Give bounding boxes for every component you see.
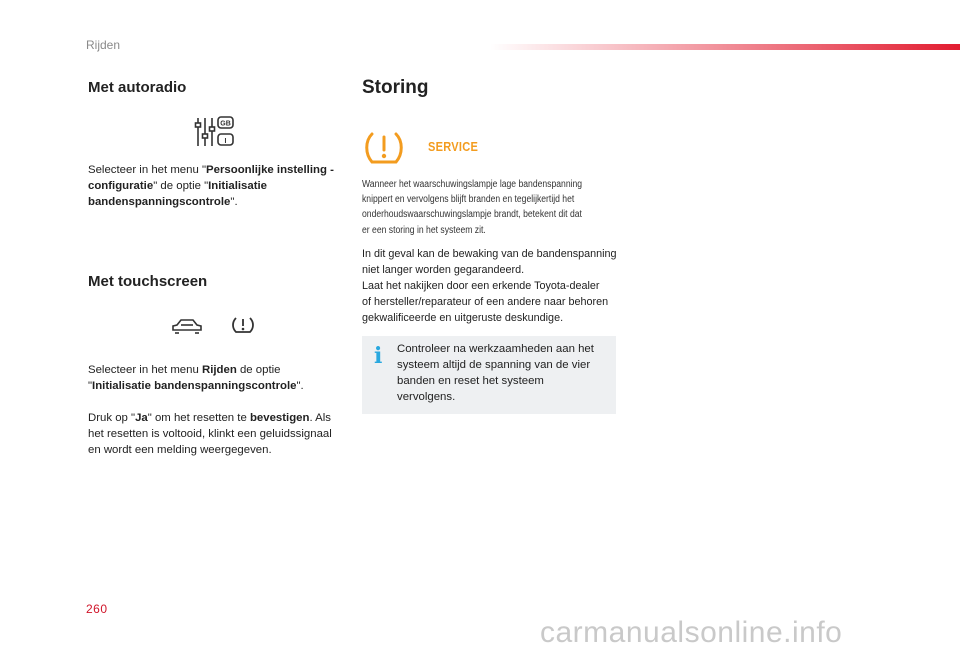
header-rule: [490, 44, 960, 50]
service-warning-label: SERVICE: [428, 139, 479, 154]
text-line: onderhoudswaarschuwingslampje brandt, betekent dit dat: [362, 209, 582, 221]
page-number: 260: [86, 602, 108, 616]
header-section-label: Rijden: [86, 38, 121, 52]
text-line: niet langer worden gegarandeerd.: [362, 264, 525, 276]
radio-instruction: Selecteer in het menu "Persoonlijke instelling - configuratie" de optie "Initialisatie bandenspanningscontrole".: [88, 164, 334, 208]
svg-text:GB: GB: [220, 120, 231, 128]
tire-pressure-warning-icon: [364, 130, 404, 166]
tire-pressure-icon: [231, 313, 255, 337]
confirm-instruction: Druk op "Ja" om het resetten te bevestigen. Als het resetten is voltooid, klinkt een geluidssignaal en wordt een melding weergegeven.: [88, 412, 332, 456]
touch-instruction: Selecteer in het menu Rijden de optie "Initialisatie bandenspanningscontrole".: [88, 364, 304, 392]
text-line: In dit geval kan de bewaking van de bandenspanning: [362, 248, 617, 260]
text-line: knippert en vervolgens blijft branden en tegelijkertijd het: [362, 194, 575, 206]
car-icon: [170, 316, 204, 336]
watermark: carmanualsonline.info: [540, 616, 843, 649]
info-text: Controleer na werkzaamheden aan het systeem altijd de spanning van de vier banden en reset het systeem vervolgens.: [397, 343, 594, 403]
info-box: [362, 336, 616, 414]
info-icon: i: [374, 343, 383, 369]
storing-advice: [362, 246, 620, 326]
svg-text:I: I: [224, 138, 227, 145]
text-line: gekwalificeerde en uitgeruste deskundige.: [362, 312, 564, 324]
text-line: Wanneer het waarschuwingslampje lage bandenspanning: [362, 179, 583, 190]
storing-title: Storing: [362, 77, 429, 98]
settings-language-icon: [194, 114, 236, 150]
text-line: Laat het nakijken door een erkende Toyota-dealer: [362, 280, 600, 292]
text-line: er een storing in het systeem zit.: [362, 224, 486, 236]
touch-section-title: Met touchscreen: [88, 273, 208, 290]
radio-section-title: Met autoradio: [88, 79, 187, 96]
storing-description: [362, 177, 620, 238]
text-line: of hersteller/reparateur of een andere naar behoren: [362, 296, 609, 308]
